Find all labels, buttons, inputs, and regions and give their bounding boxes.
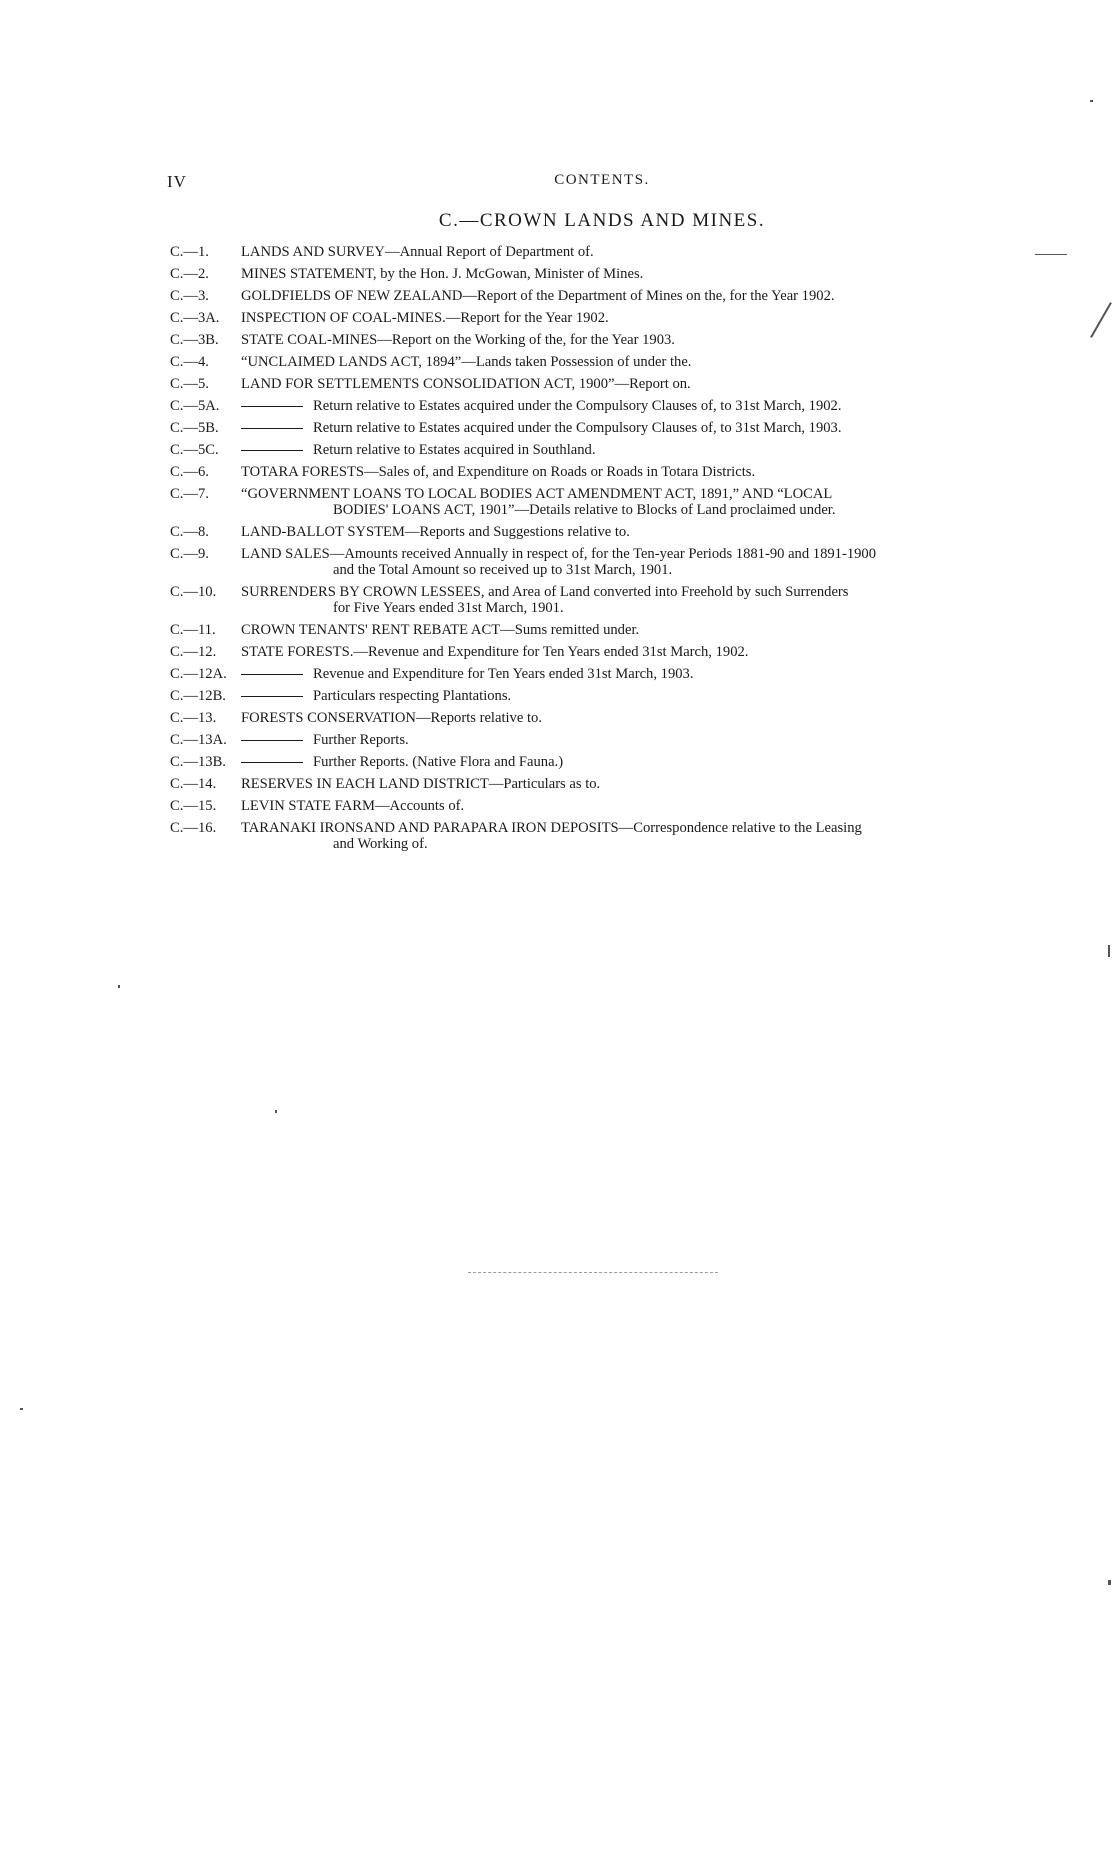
ditto-dash xyxy=(241,406,303,407)
entry-text xyxy=(241,464,1030,480)
contents-entry xyxy=(170,666,1030,682)
entry-text xyxy=(241,710,1030,726)
entry-code: C.—6. xyxy=(170,464,209,480)
entry-code: C.—15. xyxy=(170,798,217,814)
contents-entry xyxy=(170,442,1030,458)
entry-title: INSPECTION OF COAL-MINES.—Report for the Year 1902. xyxy=(241,310,609,326)
contents-entry xyxy=(170,420,1030,436)
entry-code: C.—5A. xyxy=(170,398,220,414)
ditto-dash xyxy=(241,696,303,697)
entry-text xyxy=(241,546,1030,578)
contents-entry xyxy=(170,688,1030,704)
entry-text xyxy=(241,776,1030,792)
contents-entry xyxy=(170,710,1030,726)
entry-text xyxy=(241,420,1030,436)
entry-code: C.—9. xyxy=(170,546,209,562)
entry-text xyxy=(241,798,1030,814)
entry-continuation: BODIES' LOANS ACT, 1901”—Details relative to Blocks of Land proclaimed under. xyxy=(333,502,836,518)
contents-entry xyxy=(170,354,1030,370)
entry-code: C.—12B. xyxy=(170,688,226,704)
entry-title: Particulars respecting Plantations. xyxy=(313,688,512,704)
entry-continuation: for Five Years ended 31st March, 1901. xyxy=(333,600,564,616)
entry-code: C.—16. xyxy=(170,820,217,836)
entry-code: C.—1. xyxy=(170,244,209,260)
entry-title: Return relative to Estates acquired under the Compulsory Clauses of, to 31st March, 1902. xyxy=(313,398,842,414)
entry-text xyxy=(241,310,1030,326)
contents-entry xyxy=(170,820,1030,852)
entry-code: C.—3B. xyxy=(170,332,219,348)
contents-entry xyxy=(170,732,1030,748)
entry-title: Return relative to Estates acquired in Southland. xyxy=(313,442,596,458)
contents-entry xyxy=(170,524,1030,540)
entry-text xyxy=(241,732,1030,748)
scan-mark xyxy=(1035,254,1067,255)
scan-mark xyxy=(20,1408,23,1410)
contents-entry xyxy=(170,464,1030,480)
entry-code: C.—12. xyxy=(170,644,217,660)
contents-entry xyxy=(170,310,1030,326)
entry-text xyxy=(241,820,1030,852)
entry-title: Revenue and Expenditure for Ten Years ended 31st March, 1903. xyxy=(313,666,694,682)
ditto-dash xyxy=(241,428,303,429)
entry-title: LEVIN STATE FARM—Accounts of. xyxy=(241,798,465,814)
page-number: IV xyxy=(167,172,187,191)
contents-entry xyxy=(170,332,1030,348)
entry-title: LAND FOR SETTLEMENTS CONSOLIDATION ACT, 1900”—Report on. xyxy=(241,376,691,392)
contents-entry xyxy=(170,584,1030,616)
entry-continuation: and the Total Amount so received up to 31st March, 1901. xyxy=(333,562,673,578)
contents-entry xyxy=(170,486,1030,518)
entry-text xyxy=(241,376,1030,392)
entry-code: C.—7. xyxy=(170,486,209,502)
contents-entry xyxy=(170,644,1030,660)
entry-text xyxy=(241,688,1030,704)
contents-entry xyxy=(170,266,1030,282)
entry-code: C.—12A. xyxy=(170,666,227,682)
entry-text xyxy=(241,622,1030,638)
entry-title: STATE FORESTS.—Revenue and Expenditure for Ten Years ended 31st March, 1902. xyxy=(241,644,749,660)
section-title: C.—CROWN LANDS AND MINES. xyxy=(438,210,766,231)
entry-code: C.—10. xyxy=(170,584,217,600)
entry-code: C.—5B. xyxy=(170,420,219,436)
contents-entry xyxy=(170,398,1030,414)
entry-text xyxy=(241,398,1030,414)
entry-title: RESERVES IN EACH LAND DISTRICT—Particulars as to. xyxy=(241,776,601,792)
entry-code: C.—8. xyxy=(170,524,209,540)
entry-title: SURRENDERS BY CROWN LESSEES, and Area of Land converted into Freehold by such Surrenders xyxy=(241,584,849,600)
ditto-dash xyxy=(241,740,303,741)
contents-entry xyxy=(170,376,1030,392)
entry-title: LAND-BALLOT SYSTEM—Reports and Suggestions relative to. xyxy=(241,524,630,540)
contents-entry xyxy=(170,244,1030,260)
contents-entry xyxy=(170,288,1030,304)
scan-mark xyxy=(1090,302,1112,338)
entry-text xyxy=(241,524,1030,540)
entry-code: C.—5C. xyxy=(170,442,219,458)
entry-title: MINES STATEMENT, by the Hon. J. McGowan, Minister of Mines. xyxy=(241,266,644,282)
entry-code: C.—2. xyxy=(170,266,209,282)
entry-code: C.—13A. xyxy=(170,732,227,748)
entry-continuation: and Working of. xyxy=(333,836,428,852)
entry-text xyxy=(241,754,1030,770)
entry-text xyxy=(241,442,1030,458)
entry-title: TOTARA FORESTS—Sales of, and Expenditure on Roads or Roads in Totara Districts. xyxy=(241,464,756,480)
entry-title: “UNCLAIMED LANDS ACT, 1894”—Lands taken Possession of under the. xyxy=(241,354,692,370)
entry-code: C.—3A. xyxy=(170,310,220,326)
contents-entry xyxy=(170,754,1030,770)
running-head: CONTENTS. xyxy=(554,172,650,188)
entry-code: C.—13B. xyxy=(170,754,226,770)
scan-mark xyxy=(1090,100,1093,102)
entry-code: C.—11. xyxy=(170,622,216,638)
entry-text xyxy=(241,244,1030,260)
entry-text xyxy=(241,584,1030,616)
entry-title: CROWN TENANTS' RENT REBATE ACT—Sums remitted under. xyxy=(241,622,640,638)
scan-mark xyxy=(275,1110,277,1113)
entry-text xyxy=(241,266,1030,282)
entry-text xyxy=(241,332,1030,348)
entry-title: “GOVERNMENT LOANS TO LOCAL BODIES ACT AMENDMENT ACT, 1891,” AND “LOCAL xyxy=(241,486,833,502)
entry-code: C.—13. xyxy=(170,710,217,726)
entry-title: GOLDFIELDS OF NEW ZEALAND—Report of the Department of Mines on the, for the Year 1902. xyxy=(241,288,835,304)
entry-text xyxy=(241,644,1030,660)
entry-title: Further Reports. (Native Flora and Fauna.) xyxy=(313,754,564,770)
entry-title: STATE COAL-MINES—Report on the Working of the, for the Year 1903. xyxy=(241,332,675,348)
contents-entry xyxy=(170,776,1030,792)
entry-code: C.—14. xyxy=(170,776,217,792)
contents-entry xyxy=(170,546,1030,578)
scan-mark xyxy=(118,985,120,988)
entry-title: Further Reports. xyxy=(313,732,409,748)
entry-title: FORESTS CONSERVATION—Reports relative to. xyxy=(241,710,542,726)
entry-code: C.—5. xyxy=(170,376,209,392)
entry-title: Return relative to Estates acquired under the Compulsory Clauses of, to 31st March, 1903. xyxy=(313,420,842,436)
entry-text xyxy=(241,486,1030,518)
entry-text xyxy=(241,288,1030,304)
contents-entry xyxy=(170,622,1030,638)
contents-entry xyxy=(170,798,1030,814)
scan-mark xyxy=(1108,945,1110,957)
entry-title: LANDS AND SURVEY—Annual Report of Department of. xyxy=(241,244,594,260)
ditto-dash xyxy=(241,450,303,451)
ditto-dash xyxy=(241,762,303,763)
entry-text xyxy=(241,666,1030,682)
entry-code: C.—3. xyxy=(170,288,209,304)
ditto-dash xyxy=(241,674,303,675)
contents-list xyxy=(170,244,1030,858)
entry-title: TARANAKI IRONSAND AND PARAPARA IRON DEPOSITS—Correspondence relative to the Leasing xyxy=(241,820,862,836)
end-rule xyxy=(468,1272,718,1273)
entry-text xyxy=(241,354,1030,370)
entry-title: LAND SALES—Amounts received Annually in respect of, for the Ten-year Periods 1881-90 and 1891-1900 xyxy=(241,546,877,562)
entry-code: C.—4. xyxy=(170,354,209,370)
scan-mark xyxy=(1108,1580,1111,1585)
